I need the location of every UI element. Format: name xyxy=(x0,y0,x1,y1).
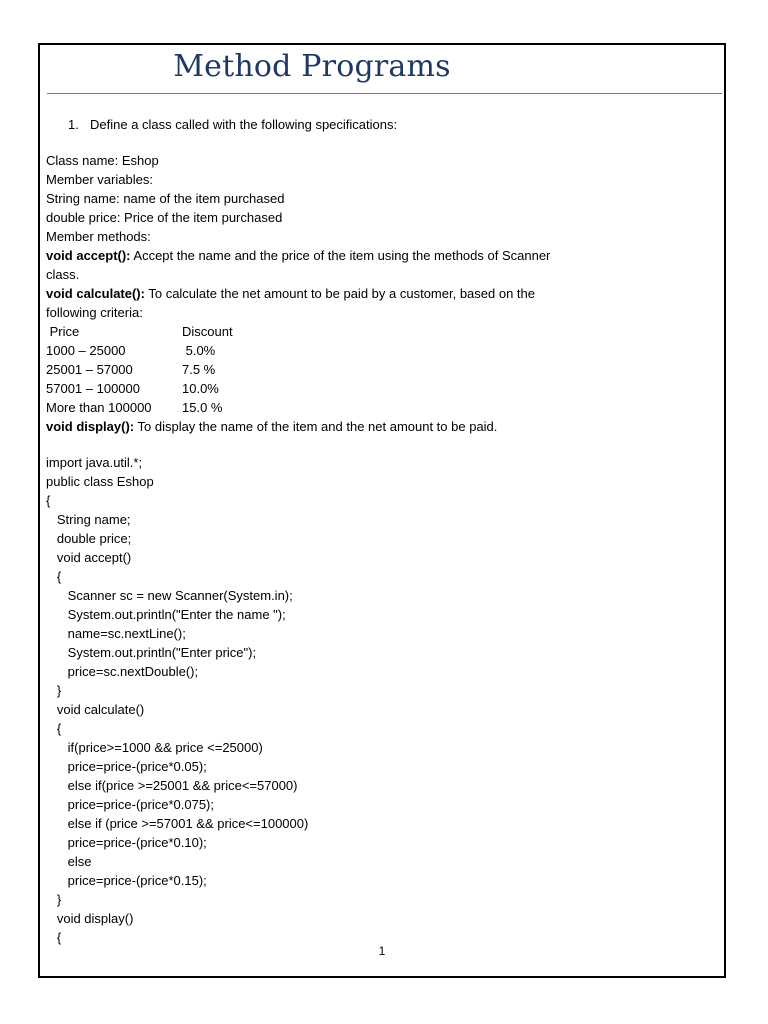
table-cell-discount: 10.0% xyxy=(182,381,219,396)
calculate-spec-cont: following criteria: xyxy=(46,305,143,320)
page-title: Method Programs xyxy=(173,49,451,84)
code-line: System.out.println("Enter the name "); xyxy=(46,607,286,622)
document-page xyxy=(38,43,726,978)
code-line: else xyxy=(46,854,92,869)
spec-line: Member variables: xyxy=(46,172,153,187)
question-text: Define a class called with the following specifications: xyxy=(90,117,398,132)
table-cell-discount: 5.0% xyxy=(182,343,216,358)
question-number: 1. xyxy=(68,117,79,132)
code-line: price=price-(price*0.05); xyxy=(46,759,207,774)
code-line: { xyxy=(46,930,62,945)
title-underline xyxy=(47,93,722,94)
spec-lines xyxy=(46,151,716,246)
table-cell-discount: 7.5 % xyxy=(182,362,216,377)
spec-line: Member methods: xyxy=(46,229,151,244)
accept-spec-cont: class. xyxy=(46,267,80,282)
question-line xyxy=(68,115,716,134)
code-line: { xyxy=(46,493,51,508)
discount-table xyxy=(46,322,716,417)
table-cell-price: 1000 – 25000 xyxy=(46,343,126,358)
code-line: void calculate() xyxy=(46,702,145,717)
display-spec xyxy=(46,417,716,436)
code-line: { xyxy=(46,569,62,584)
table-row xyxy=(46,341,716,360)
code-line: String name; xyxy=(46,512,131,527)
spec-line: double price: Price of the item purchased xyxy=(46,210,283,225)
code-line: price=sc.nextDouble(); xyxy=(46,664,199,679)
code-line: } xyxy=(46,892,62,907)
page-number: 1 xyxy=(378,944,386,958)
accept-spec xyxy=(46,246,716,265)
display-method-name: void display(): xyxy=(46,419,135,434)
code-block xyxy=(46,453,716,947)
code-line: public class Eshop xyxy=(46,474,154,489)
calculate-spec xyxy=(46,284,716,303)
code-line: else if (price >=57001 && price<=100000) xyxy=(46,816,309,831)
code-line: if(price>=1000 && price <=25000) xyxy=(46,740,263,755)
table-row xyxy=(46,379,716,398)
table-cell-discount: 15.0 % xyxy=(182,400,223,415)
page-content xyxy=(46,115,716,947)
table-header-row xyxy=(46,322,716,341)
table-cell-price: More than 100000 xyxy=(46,400,152,415)
table-cell-price: 57001 – 100000 xyxy=(46,381,140,396)
spec-line: Class name: Eshop xyxy=(46,153,159,168)
code-line: void display() xyxy=(46,911,134,926)
code-line: Scanner sc = new Scanner(System.in); xyxy=(46,588,293,603)
table-row xyxy=(46,360,716,379)
code-line: price=price-(price*0.15); xyxy=(46,873,207,888)
calculate-method-name: void calculate(): xyxy=(46,286,145,301)
code-line: price=price-(price*0.075); xyxy=(46,797,214,812)
display-method-desc: To display the name of the item and the net amount to be paid. xyxy=(134,419,498,434)
accept-method-desc: Accept the name and the price of the item using the methods of Scanner xyxy=(130,248,551,263)
code-line: else if(price >=25001 && price<=57000) xyxy=(46,778,298,793)
calculate-method-desc: To calculate the net amount to be paid by a customer, based on the xyxy=(144,286,535,301)
code-line: System.out.println("Enter price"); xyxy=(46,645,257,660)
table-cell-price: Price xyxy=(46,324,80,339)
table-cell-price: 25001 – 57000 xyxy=(46,362,133,377)
code-line: import java.util.*; xyxy=(46,455,143,470)
code-line: void accept() xyxy=(46,550,132,565)
spec-line: String name: name of the item purchased xyxy=(46,191,285,206)
code-line: price=price-(price*0.10); xyxy=(46,835,207,850)
code-line: } xyxy=(46,683,62,698)
code-line: double price; xyxy=(46,531,132,546)
accept-method-name: void accept(): xyxy=(46,248,131,263)
table-cell-discount: Discount xyxy=(182,324,233,339)
code-line: { xyxy=(46,721,62,736)
table-row xyxy=(46,398,716,417)
code-line: name=sc.nextLine(); xyxy=(46,626,186,641)
